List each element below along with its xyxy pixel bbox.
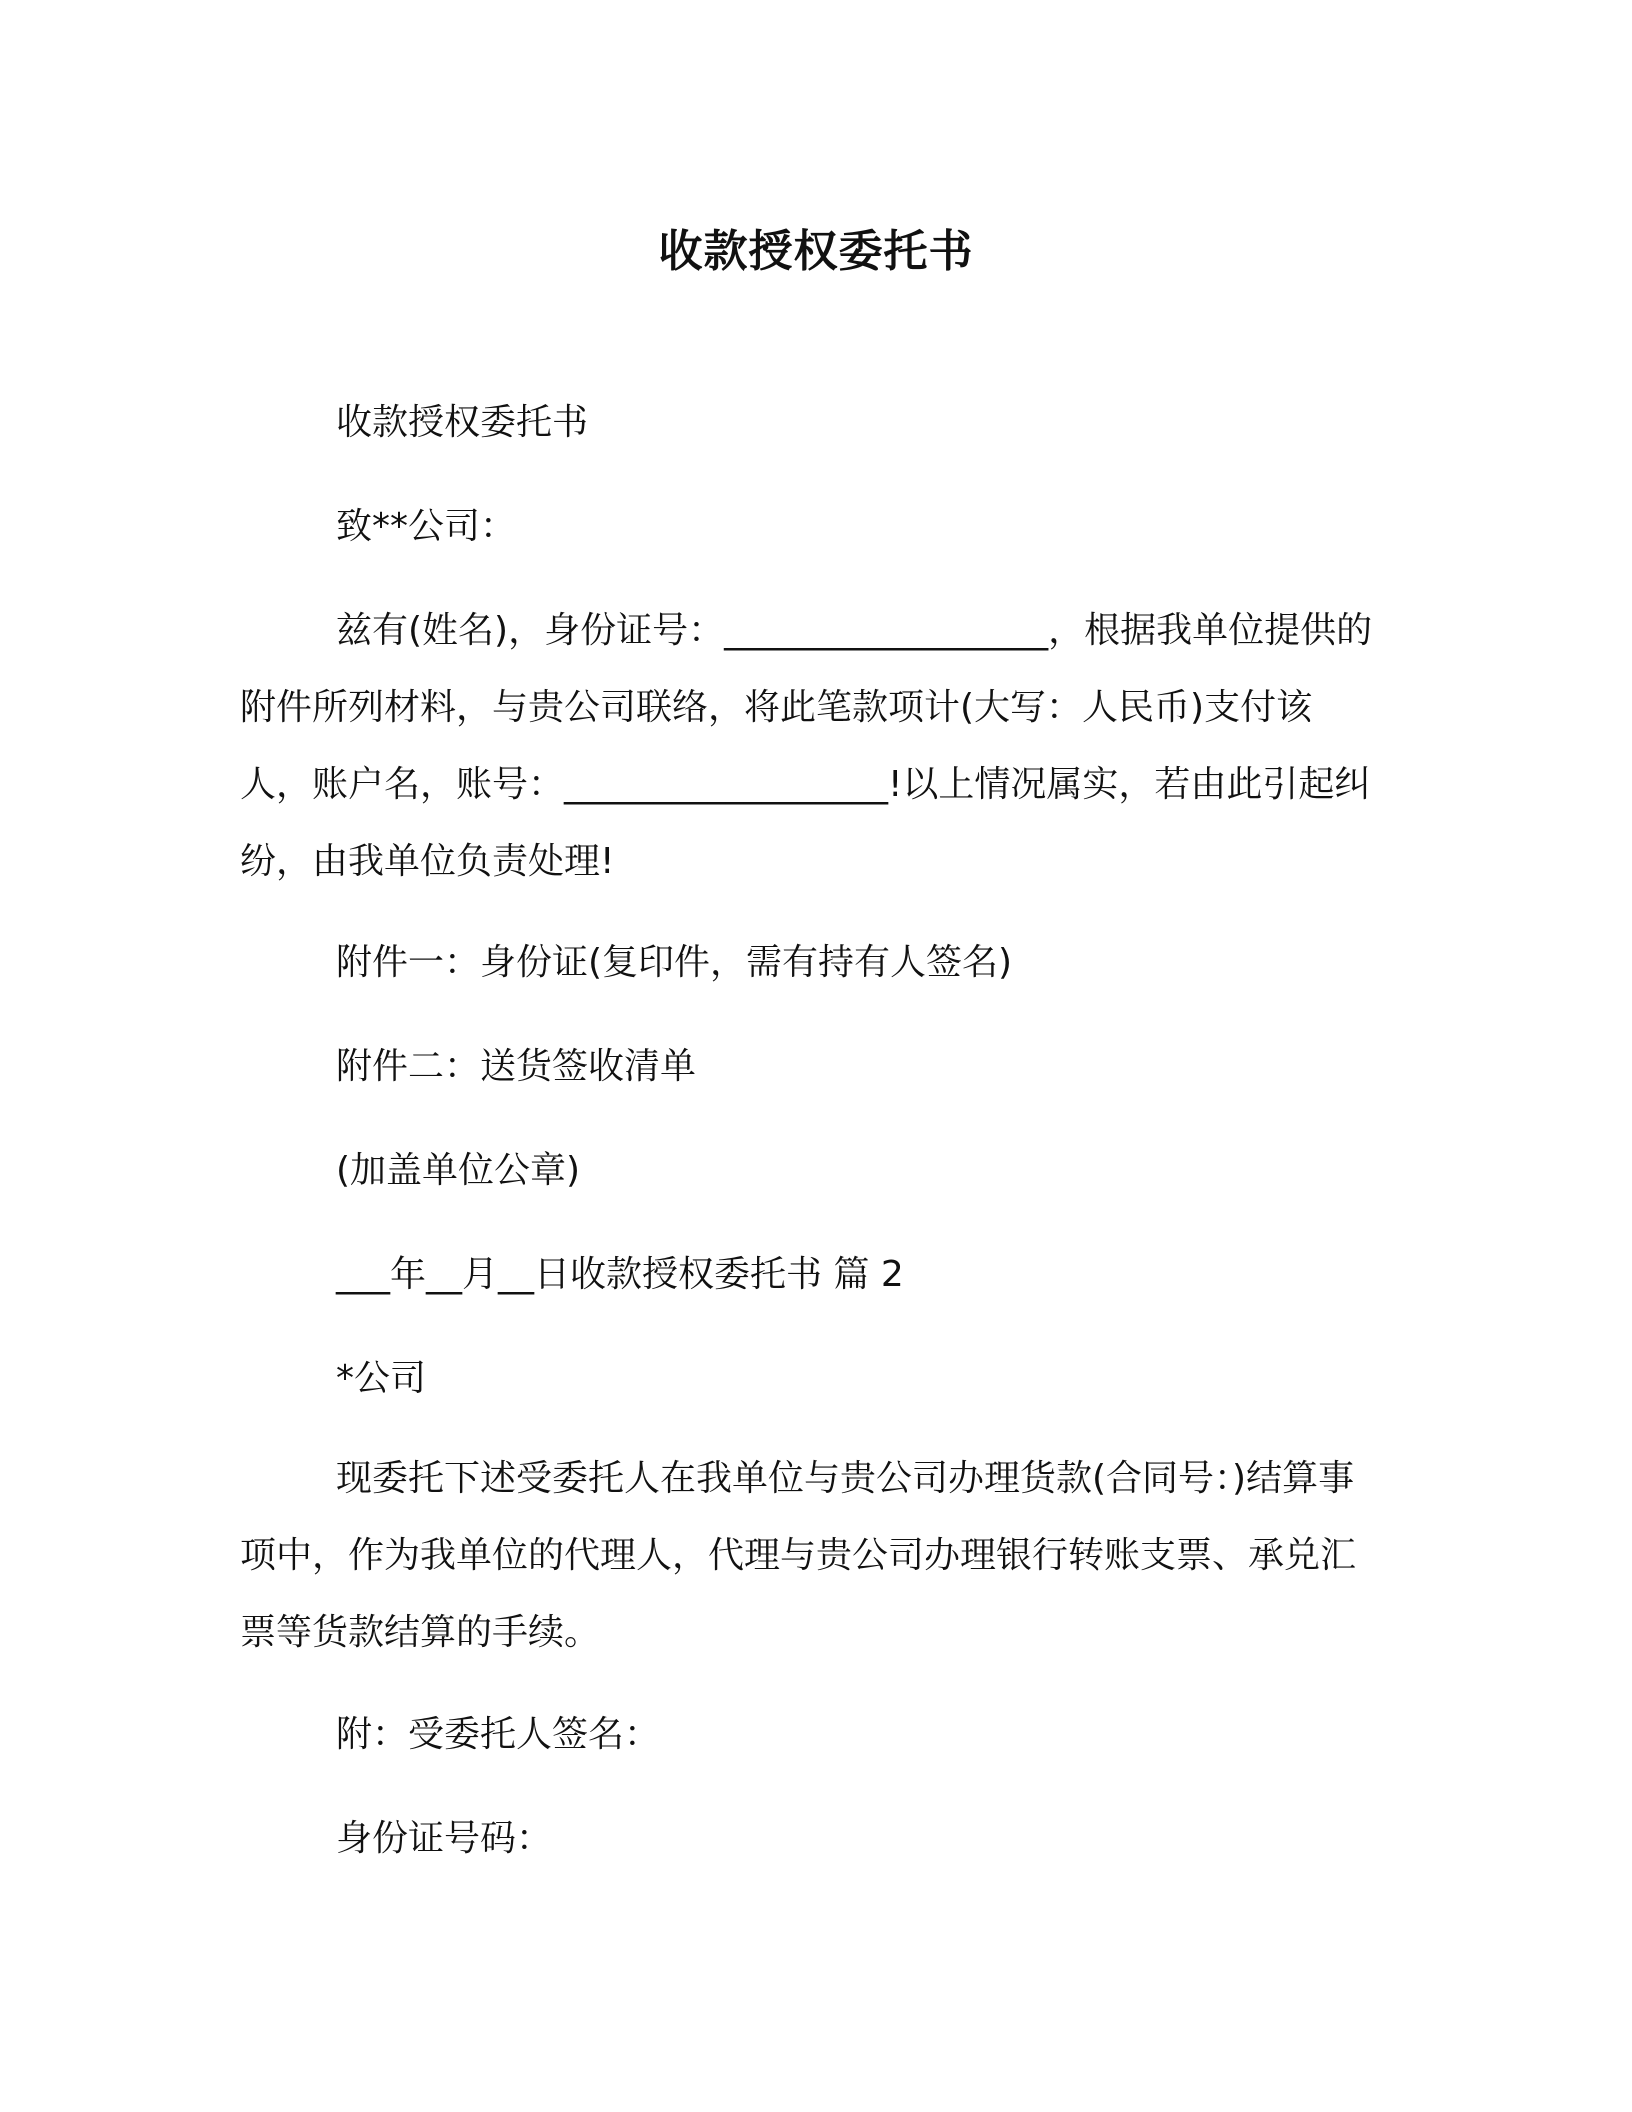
date-heading-line: ___年__月__日收款授权委托书 篇 2 <box>336 1254 904 1295</box>
attachment-one-line: 附件一：身份证(复印件，需有持有人签名) <box>336 942 1013 983</box>
seal-note-line: (加盖单位公章) <box>336 1150 581 1191</box>
salutation-line: 致**公司： <box>336 506 517 547</box>
body-paragraph-authorization: 兹有(姓名)，身份证号：__________________，根据我单位提供的附件所列材料，与贵公司联络，将此笔款项计(大写：人民币)支付该人，账户名，账号：__________________!以上情况属实，若由此引起纠纷，由我单位负责处理! <box>240 610 1373 882</box>
body-paragraph-delegation: 现委托下述受委托人在我单位与贵公司办理货款(合同号：)结算事项中，作为我单位的代理人，代理与贵公司办理银行转账支票、承兑汇票等货款结算的手续。 <box>240 1458 1357 1653</box>
subtitle-line: 收款授权委托书 <box>336 402 589 443</box>
attachment-two-line: 附件二：送货签收清单 <box>336 1046 697 1087</box>
signature-line: 附：受委托人签名： <box>336 1714 661 1755</box>
company-line: *公司 <box>336 1358 427 1399</box>
id-number-line: 身份证号码： <box>336 1818 553 1859</box>
document-title: 收款授权委托书 <box>658 226 974 277</box>
